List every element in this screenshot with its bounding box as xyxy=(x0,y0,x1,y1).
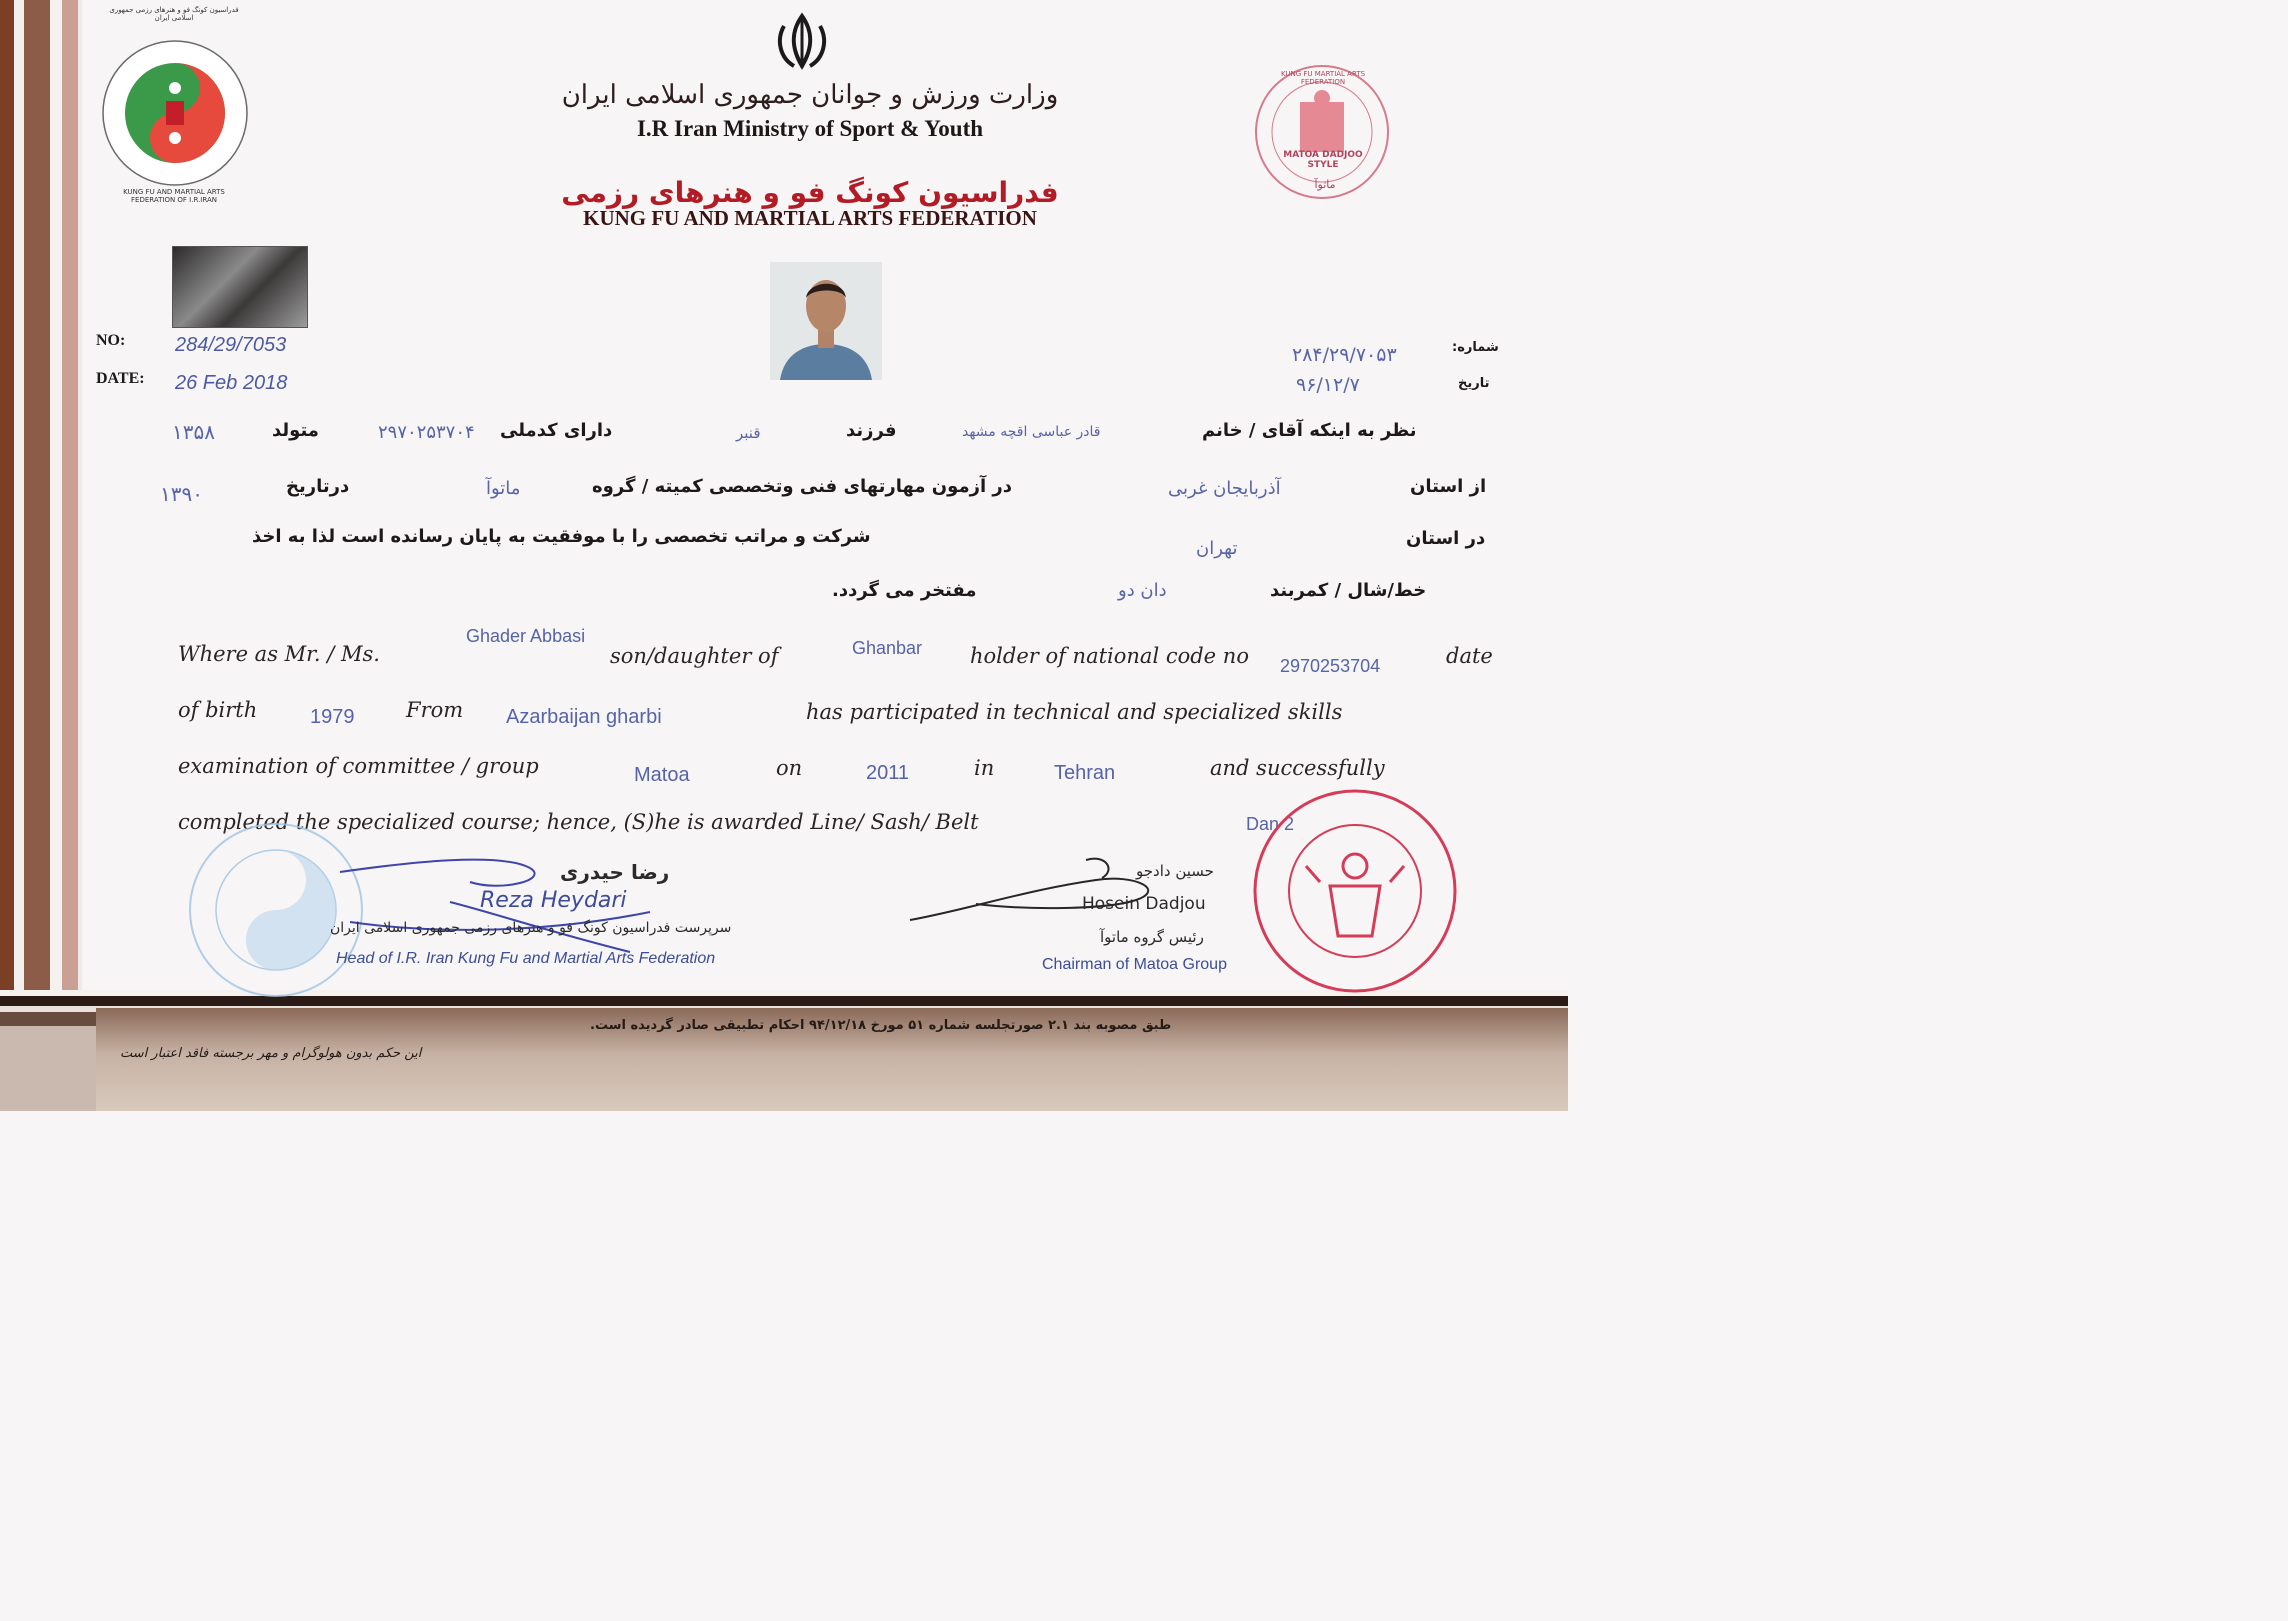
fa-father: قنبر xyxy=(736,424,761,442)
fa-child-of: فرزند xyxy=(846,420,897,441)
seal-text-fa: فدراسیون کونگ فو و هنرهای رزمی جمهوری اسلامی ایران xyxy=(109,6,239,22)
footer-approval-text: طبق مصوبه بند ۲.۱ صورتجلسه شماره ۵۱ مورخ ۹۴/۱۲/۱۸ احکام تطبیقی صادر گردیده است. xyxy=(590,1018,1172,1033)
en-name: Ghader Abbasi xyxy=(466,626,586,646)
en-son-of: son/daughter of xyxy=(610,644,779,668)
en-whereas: Where as Mr. / Ms. xyxy=(178,642,380,666)
fa-honored: مفتخر می گردد. xyxy=(832,580,977,601)
en-from: From xyxy=(406,698,464,722)
hologram-sticker xyxy=(172,246,308,328)
right-sig-name-fa: حسین دادجو xyxy=(1136,862,1214,880)
right-sig-name-en: Hosein Dadjou xyxy=(1082,894,1206,914)
no-value-fa: ۲۸۴/۲۹/۷۰۵۳ xyxy=(1292,344,1397,366)
fa-exam: در آزمون مهارتهای فنی وتخصصی کمیته / گروه xyxy=(592,476,1012,497)
en-in: in xyxy=(974,756,995,780)
en-city: Tehran xyxy=(1054,762,1116,784)
fa-code-label: دارای کدملی xyxy=(500,420,613,441)
stamp-fa-text: ماتوآ xyxy=(1314,178,1336,191)
no-label: NO: xyxy=(96,332,126,349)
fa-belt-label: خط/شال / کمربند xyxy=(1270,580,1427,601)
ministry-title-en: I.R Iran Ministry of Sport & Youth xyxy=(636,116,984,141)
en-on: on xyxy=(776,756,803,780)
en-group: Matoa xyxy=(634,764,690,786)
fa-on-date: درتاریخ xyxy=(286,476,350,497)
en-success: and successfully xyxy=(1210,756,1385,780)
fa-line3-text: شرکت و مراتب تخصصی را با موفقیت به پایان رسانده است لذا به اخذ xyxy=(252,526,871,547)
footer-validity-text: این حکم بدون هولوگرام و مهر برجسته فاقد اعتبار است xyxy=(120,1046,422,1061)
left-border-frame xyxy=(0,0,82,1111)
fa-born-label: متولد xyxy=(272,420,319,441)
seal-text-en: KUNG FU AND MARTIAL ARTS FEDERATION OF I.R.IRAN xyxy=(123,188,225,202)
fa-group: ماتوآ xyxy=(486,478,521,499)
no-label-fa: شماره: xyxy=(1452,340,1499,355)
member-photo xyxy=(770,262,882,380)
left-sig-name-fa: رضا حیدری xyxy=(560,860,670,884)
date-label: DATE: xyxy=(96,370,145,387)
left-sig-title-en: Head of I.R. Iran Kung Fu and Martial Arts Federation xyxy=(336,950,716,967)
fa-belt: دان دو xyxy=(1118,580,1167,601)
right-sig-title-fa: رئیس گروه ماتوآ xyxy=(1100,928,1204,946)
fa-name: قادر عباسی اقچه مشهد xyxy=(962,424,1101,440)
left-sig-name-en: Reza Heydari xyxy=(480,888,627,913)
iran-emblem-icon xyxy=(770,12,834,76)
en-completed: completed the specialized course; hence, (S)he is awarded Line/ Sash/ Belt xyxy=(178,810,979,834)
fa-tehran: تهران xyxy=(1196,538,1238,559)
ministry-title-fa: وزارت ورزش و جوانان جمهوری اسلامی ایران xyxy=(561,80,1059,110)
date-value-fa: ۹۶/۱۲/۷ xyxy=(1296,374,1360,396)
federation-title-en: KUNG FU AND MARTIAL ARTS FEDERATION xyxy=(583,206,1037,230)
left-sig-title-fa: سرپرست فدراسیون کونگ فو و هنرهای رزمی جمهوری اسلامی ایران xyxy=(330,920,732,936)
fa-born: ۱۳۵۸ xyxy=(172,420,215,444)
en-province: Azarbaijan gharbi xyxy=(506,706,662,728)
en-of-birth: of birth xyxy=(178,698,258,722)
matoa-stamp-red xyxy=(1250,786,1460,1000)
en-birth-year: 1979 xyxy=(310,706,355,728)
fa-code: ۲۹۷۰۲۵۳۷۰۴ xyxy=(378,422,475,443)
no-value: 284/29/7053 xyxy=(175,334,287,356)
right-sig-title-en: Chairman of Matoa Group xyxy=(1042,956,1227,973)
stamp-en-text: KUNG FU MARTIAL ARTS FEDERATION xyxy=(1280,70,1366,86)
fa-province: آذربایجان غربی xyxy=(1168,478,1281,499)
stamp-style-text: MATOA DADJOO STYLE xyxy=(1283,150,1363,170)
federation-seal-logo xyxy=(100,38,250,192)
fa-year: ۱۳۹۰ xyxy=(160,482,203,506)
en-date-word: date xyxy=(1446,644,1493,668)
en-belt: Dan 2 xyxy=(1246,814,1295,834)
en-code: 2970253704 xyxy=(1280,656,1381,676)
fa-intro: نظر به اینکه آقای / خانم xyxy=(1202,420,1417,441)
en-year: 2011 xyxy=(866,762,910,784)
fa-from-province: از استان xyxy=(1410,476,1487,497)
date-label-fa: تاریخ xyxy=(1458,376,1490,391)
en-exam: examination of committee / group xyxy=(178,754,539,778)
federation-title-fa: فدراسیون کونگ فو و هنرهای رزمی xyxy=(561,176,1059,209)
en-participated: has participated in technical and specialized skills xyxy=(806,700,1343,724)
en-father: Ghanbar xyxy=(852,638,923,658)
fa-in-province: در استان xyxy=(1406,528,1486,549)
en-holder: holder of national code no xyxy=(970,644,1249,668)
date-value: 26 Feb 2018 xyxy=(175,372,288,394)
